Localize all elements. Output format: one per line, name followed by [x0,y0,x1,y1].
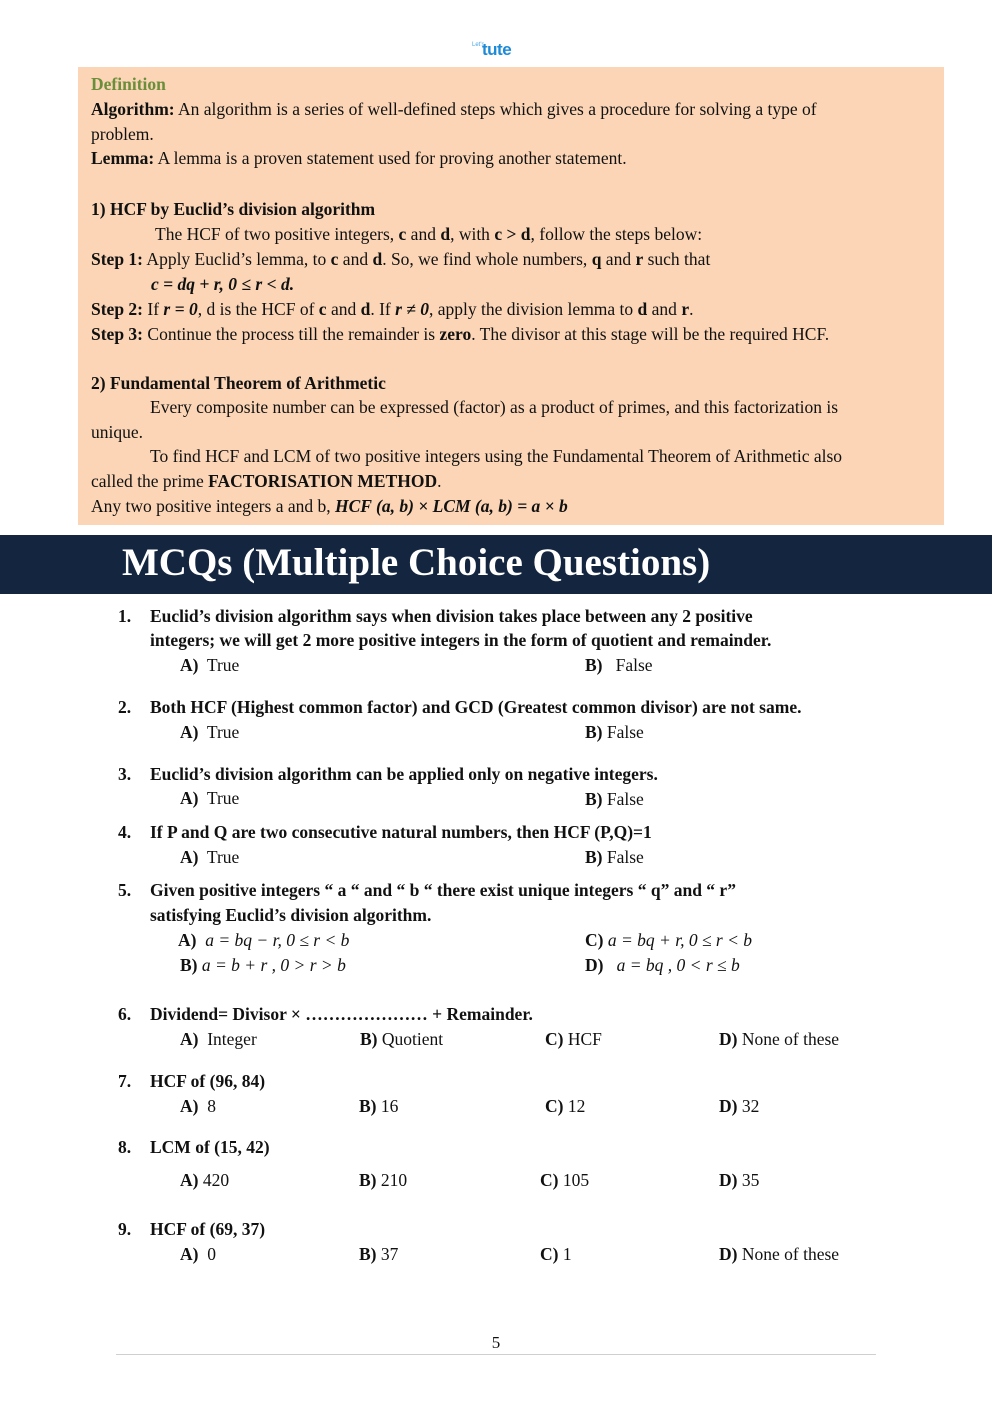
option-d[interactable] [719,1244,839,1265]
fta-text-2: unique. [91,422,144,442]
option-d[interactable] [719,1029,839,1050]
option-label: D) [719,1029,738,1049]
option-b[interactable] [180,955,346,976]
option-label: A) [180,1096,199,1116]
option-text: Quotient [381,1029,444,1049]
hcf-intro-with: , with [450,224,495,244]
var-q: q [591,249,602,269]
option-label: B) [359,1244,377,1264]
option-c[interactable] [545,1096,585,1117]
algorithm-definition [91,99,817,120]
option-text: 16 [380,1096,399,1116]
option-c[interactable] [545,1029,602,1050]
question-number: 2. [118,697,132,717]
option-label: B) [359,1096,377,1116]
zero-term: zero [439,324,472,344]
option-label: A) [180,847,199,867]
mcq-banner [0,535,992,594]
option-text: False [606,722,644,742]
option-text: 0 [207,1244,216,1264]
step-2-text: If [143,299,164,319]
option-label: B) [585,655,603,675]
option-label: A) [178,930,197,950]
question-text: LCM of (15, 42) [150,1137,270,1157]
var-c: c [398,224,407,244]
question-number: 1. [118,606,132,626]
question-text: HCF of (69, 37) [150,1219,266,1239]
option-text: a = bq + r, 0 ≤ r < b [607,930,753,950]
step-1-text: Apply Euclid’s lemma, to [143,249,331,269]
step-3-text-2: . The divisor at this stage will be the required HCF. [471,324,830,344]
hcf-heading [91,199,375,220]
question-number: 5. [118,880,132,900]
algorithm-text: An algorithm is a series of well-defined steps which gives a procedure for solving a type of [174,99,817,119]
question-text-cont: satisfying Euclid’s division algorithm. [150,905,432,925]
hcf-intro [155,224,702,245]
step-1-label: Step 1: [91,249,144,269]
option-text: True [206,722,240,742]
condition-c-gt-d: c > d [494,224,531,244]
option-text: 8 [207,1096,216,1116]
fta-text-3: To find HCF and LCM of two positive integers using the Fundamental Theorem of Arithmetic also [150,446,843,466]
footer-divider [116,1354,876,1355]
var-d: d [360,299,371,319]
fta-text-4a: called the prime [91,471,209,491]
option-text: a = b + r , 0 > r > b [201,955,346,975]
option-label: B) [360,1029,378,1049]
option-label: A) [180,1029,199,1049]
step-1-and: and [338,249,373,269]
option-text: 105 [562,1170,590,1190]
option-a[interactable] [180,722,239,743]
step-2-and: and [326,299,361,319]
step-1 [91,249,710,270]
option-text: None of these [741,1029,840,1049]
algorithm-text-cont: problem. [91,124,154,144]
question-text-cont: integers; we will get 2 more positive integers in the form of quotient and remainder. [150,630,772,650]
condition-r-eq-0: r = 0 [163,299,198,319]
option-a[interactable] [180,1029,257,1050]
option-b[interactable] [359,1170,407,1191]
option-d[interactable] [719,1170,759,1191]
step-1-formula: c = dq + r, 0 ≤ r < d. [151,274,295,294]
var-r: r [635,249,644,269]
mcq-banner-title: MCQs (Multiple Choice Questions) [122,541,711,584]
var-r: r [681,299,690,319]
question-text: Dividend= Divisor × ………………… + Remainder. [150,1004,533,1024]
step-1-text-2: . So, we find whole numbers, [382,249,592,269]
logo [472,40,522,62]
question-text: Both HCF (Highest common factor) and GCD (Greatest common divisor) are not same. [150,697,802,717]
option-a[interactable] [180,1244,216,1265]
option-a[interactable] [180,1170,229,1191]
option-text: 32 [741,1096,760,1116]
question-text: If P and Q are two consecutive natural numbers, then HCF (P,Q)=1 [150,822,652,842]
fta-heading-text: 2) Fundamental Theorem of Arithmetic [91,373,386,393]
var-d: d [372,249,383,269]
question-number: 7. [118,1071,132,1091]
option-b[interactable] [585,847,644,868]
hcf-intro-text: The HCF of two positive integers, [155,224,399,244]
option-text: True [206,847,240,867]
option-text: Integer [207,1029,257,1049]
option-b[interactable] [359,1096,398,1117]
lemma-text: A lemma is a proven statement used for proving another statement. [154,148,627,168]
fta-text-5a: Any two positive integers a and b, [91,496,335,516]
option-label: B) [359,1170,377,1190]
option-text: a = bq − r, 0 ≤ r < b [205,930,350,950]
step-2-text-2: , d is the HCF of [197,299,319,319]
step-1-text-3: such that [643,249,711,269]
step-3-label: Step 3: [91,324,144,344]
option-label: D) [719,1170,738,1190]
option-text: 37 [380,1244,399,1264]
question-text: Euclid’s division algorithm says when division takes place between any 2 positive [150,606,753,626]
option-a[interactable] [180,788,239,809]
step-2-end: . [689,299,694,319]
question-text: Given positive integers “ a “ and “ b “ there exist unique integers “ q” and “ r” [150,880,736,900]
option-label: B) [585,847,603,867]
lemma-definition [91,148,627,169]
fta-heading [91,373,386,394]
option-text: 12 [567,1096,586,1116]
step-3-text: Continue the process till the remainder is [143,324,440,344]
algorithm-label: Algorithm: [91,99,175,119]
step-1-and-2: and [601,249,636,269]
var-d: d [440,224,451,244]
option-d[interactable] [719,1096,759,1117]
option-text: HCF [567,1029,602,1049]
option-a[interactable] [180,1096,216,1117]
option-label: B) [585,789,603,809]
page-number: 5 [491,1333,501,1352]
option-label: C) [585,930,604,950]
option-label: A) [180,655,199,675]
option-label: D) [719,1244,738,1264]
option-label: A) [180,788,199,808]
step-2-text-3: , apply the division lemma to [429,299,638,319]
option-a[interactable] [180,847,239,868]
option-text: True [206,655,240,675]
option-text: 420 [202,1170,230,1190]
option-a[interactable] [180,655,239,676]
fta-text-5 [91,496,568,517]
step-2-and-2: and [647,299,682,319]
step-2-label: Step 2: [91,299,144,319]
option-label: C) [545,1029,564,1049]
option-c[interactable] [585,930,752,951]
question-text: HCF of (96, 84) [150,1071,266,1091]
option-label: A) [180,1170,199,1190]
hcf-heading-text: 1) HCF by Euclid’s division algorithm [91,199,376,219]
step-2-if: . If [370,299,396,319]
hcf-intro-end: , follow the steps below: [530,224,703,244]
option-a[interactable] [178,930,349,951]
factorisation-method: FACTORISATION METHOD [208,471,438,491]
condition-r-ne-0: r ≠ 0 [395,299,430,319]
option-c[interactable] [540,1244,572,1265]
lemma-label: Lemma: [91,148,155,168]
logo-small-text: Let's [472,42,485,48]
option-label: C) [540,1170,559,1190]
option-c[interactable] [540,1170,589,1191]
definition-title: Definition [91,74,166,94]
option-label: D) [585,955,604,975]
option-label: C) [540,1244,559,1264]
fta-text-4c: . [437,471,442,491]
option-label: A) [180,722,199,742]
option-b[interactable] [585,789,644,810]
option-text: False [606,847,644,867]
fta-text-1: Every composite number can be expressed (factor) as a product of primes, and this factorization is [150,397,839,417]
option-b[interactable] [359,1244,398,1265]
definition-box [78,67,944,525]
option-label: C) [545,1096,564,1116]
question-number: 4. [118,822,132,842]
option-b[interactable] [360,1029,443,1050]
option-text: 35 [741,1170,760,1190]
logo-text: tute [482,40,512,59]
question-number: 8. [118,1137,132,1157]
option-b[interactable] [585,655,653,676]
option-label: B) [585,722,603,742]
option-b[interactable] [585,722,644,743]
option-text: False [615,655,653,675]
option-text: a = bq , 0 < r ≤ b [616,955,740,975]
option-label: B) [180,955,198,975]
option-text: 210 [380,1170,408,1190]
option-text: True [206,788,240,808]
hcf-intro-and: and [406,224,441,244]
option-label: A) [180,1244,199,1264]
option-text: 1 [562,1244,572,1264]
question-number: 9. [118,1219,132,1239]
option-label: D) [719,1096,738,1116]
hcf-lcm-formula: HCF (a, b) × LCM (a, b) = a × b [334,496,568,516]
step-2 [91,299,693,320]
var-d: d [637,299,648,319]
option-text: None of these [741,1244,840,1264]
question-text: Euclid’s division algorithm can be applied only on negative integers. [150,764,658,784]
fta-text-4 [91,471,441,492]
question-number: 6. [118,1004,132,1024]
step-3 [91,324,829,345]
question-number: 3. [118,764,132,784]
var-c: c [318,299,327,319]
var-c: c [330,249,339,269]
option-d[interactable] [585,955,740,976]
option-text: False [606,789,644,809]
